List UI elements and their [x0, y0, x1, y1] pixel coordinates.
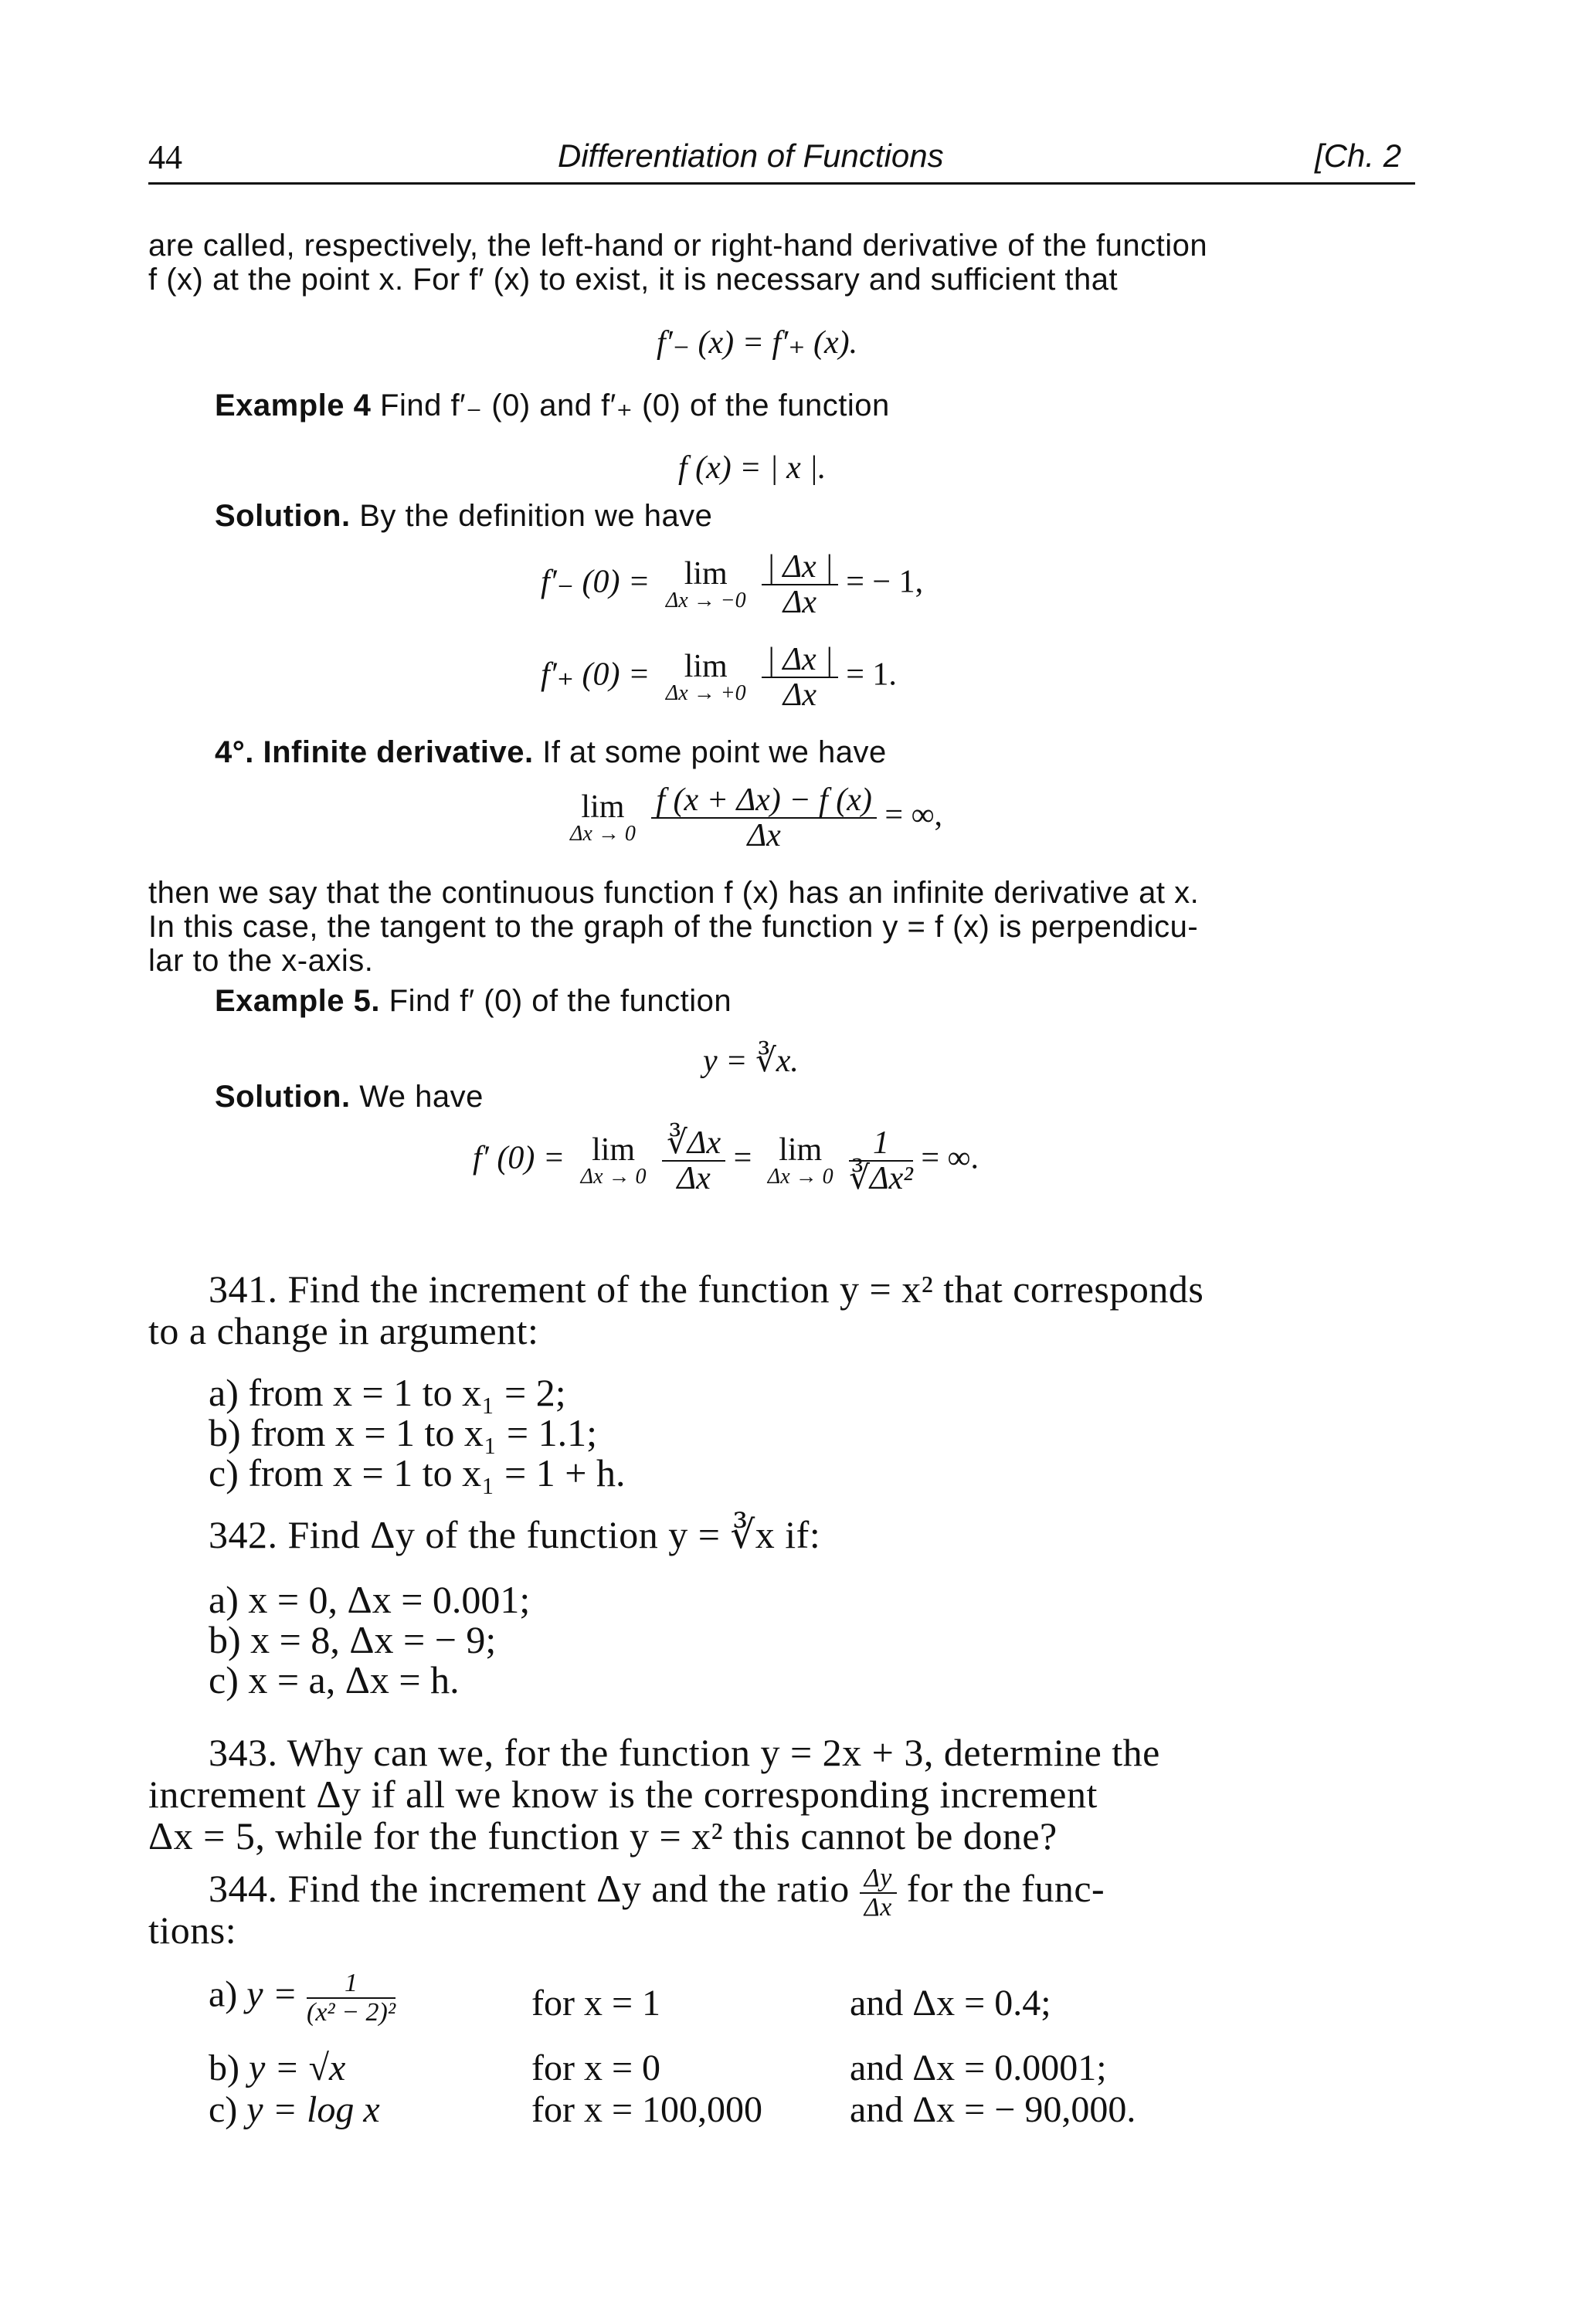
equation-result: = − 1, — [846, 564, 924, 600]
equation-result: = ∞, — [884, 797, 943, 833]
example-5 — [215, 984, 732, 1019]
fraction-numerator: ∛Δx — [662, 1126, 725, 1162]
equation-lhs: f′ (0) = — [473, 1140, 565, 1176]
problem-344-b-and: and Δx = 0.0001; — [850, 2047, 1107, 2088]
solution-text: We have — [359, 1080, 484, 1114]
section-heading: 4°. Infinite derivative. — [215, 735, 534, 769]
limit — [570, 791, 636, 845]
section-text: If at some point we have — [542, 735, 887, 769]
ratio-fraction — [860, 1864, 897, 1921]
item-function: y = √x — [248, 2047, 346, 2088]
problem-344-b — [209, 2047, 345, 2089]
example-5-text: Find f′ (0) of the function — [389, 984, 732, 1018]
problem-344-c-for: for x = 100,000 — [531, 2089, 763, 2130]
item-label: c) — [209, 2089, 238, 2130]
fraction-denominator: Δx — [783, 585, 817, 621]
problem-341-b: b) from x = 1 to x₁ = 1.1; — [209, 1411, 597, 1454]
left-derivative-equation — [541, 550, 923, 619]
limit — [666, 558, 746, 612]
example-5-function: y = ∛x. — [703, 1043, 799, 1079]
limit-subscript: Δx → 0 — [580, 1165, 647, 1189]
fraction-numerator: Δy — [860, 1864, 897, 1894]
example-5-label: Example 5. — [215, 984, 381, 1018]
right-derivative-equation — [541, 643, 897, 712]
fraction-numerator: | Δx | — [762, 643, 838, 678]
problem-341-a: a) from x = 1 to x₁ = 2; — [209, 1371, 566, 1414]
fraction — [762, 550, 838, 619]
fraction-numerator: | Δx | — [762, 550, 838, 585]
limit — [581, 1134, 647, 1188]
fraction-denominator: Δx — [677, 1161, 711, 1197]
example-4-text: Find f′₋ (0) and f′₊ (0) of the function — [380, 388, 890, 422]
fraction — [651, 783, 877, 853]
problem-344-c-and: and Δx = − 90,000. — [850, 2089, 1136, 2130]
fraction-denominator: ∛Δx² — [849, 1161, 913, 1197]
running-title: Differentiation of Functions — [558, 137, 944, 174]
intro-line-2: f (x) at the point x. For f′ (x) to exist, it is necessary and sufficient that — [148, 263, 1119, 297]
limit-subscript: Δx → −0 — [665, 589, 746, 613]
problem-342-a: a) x = 0, Δx = 0.001; — [209, 1578, 531, 1621]
fraction-denominator: (x² − 2)² — [307, 1997, 396, 2027]
problem-344-b-for: for x = 0 — [531, 2047, 661, 2088]
page-number: 44 — [148, 138, 182, 176]
problem-344-line-2: tions: — [148, 1908, 237, 1952]
solution-label: Solution. — [215, 499, 351, 533]
equation-result: = 1. — [846, 656, 897, 693]
fraction — [662, 1126, 725, 1196]
fraction-numerator: f (x + Δx) − f (x) — [651, 783, 877, 819]
infinite-derivative-limit — [562, 783, 942, 853]
solution-text: By the definition we have — [359, 499, 713, 533]
fraction-denominator: Δx — [747, 818, 781, 854]
equation-lhs: f′₋ (0) = — [541, 564, 650, 600]
limit-subscript: Δx → +0 — [665, 681, 746, 706]
item-lhs: y = — [246, 1973, 297, 2015]
problem-343-line-2: increment Δy if all we know is the corresponding increment — [148, 1773, 1098, 1816]
problem-341-c: c) from x = 1 to x₁ = 1 + h. — [209, 1451, 626, 1494]
limit — [666, 650, 746, 704]
problem-342-c: c) x = a, Δx = h. — [209, 1658, 460, 1701]
infinite-para-line-1: then we say that the continuous function f (x) has an infinite derivative at x. — [148, 876, 1200, 910]
problem-344-text: 344. Find the increment Δy and the ratio — [209, 1867, 850, 1911]
fraction-numerator: 1 — [307, 1969, 396, 1999]
problem-344-a — [209, 1969, 396, 2026]
problem-341-line-1: 341. Find the increment of the function y = x² that corresponds — [209, 1267, 1204, 1311]
limit-subscript: Δx → 0 — [767, 1165, 833, 1189]
limit-word: lim — [581, 789, 625, 826]
infinite-para-line-2: In this case, the tangent to the graph of the function y = f (x) is perpendicu- — [148, 910, 1199, 944]
fraction — [849, 1126, 913, 1196]
equals-sign: = — [733, 1140, 752, 1176]
item-fraction — [307, 1969, 396, 2026]
limit-word: lim — [684, 649, 728, 685]
equation-lhs: f′₊ (0) = — [541, 656, 650, 693]
problem-342-b: b) x = 8, Δx = − 9; — [209, 1618, 497, 1661]
problem-344-c — [209, 2088, 380, 2131]
problem-343-line-1: 343. Why can we, for the function y = 2x + 3, determine the — [209, 1731, 1160, 1774]
problem-344-a-and: and Δx = 0.4; — [850, 1983, 1051, 2024]
item-label: b) — [209, 2047, 239, 2088]
derivative-condition: f′₋ (x) = f′₊ (x). — [657, 325, 858, 361]
problem-341-line-2: to a change in argument: — [148, 1309, 539, 1352]
problem-343-line-3: Δx = 5, while for the function y = x² this cannot be done? — [148, 1814, 1057, 1858]
example-4-solution — [215, 499, 712, 534]
limit-word: lim — [684, 556, 728, 592]
item-label: a) — [209, 1973, 238, 2015]
limit-word: lim — [779, 1132, 823, 1169]
header-rule — [148, 182, 1415, 185]
problem-344-a-for: for x = 1 — [531, 1983, 661, 2024]
problem-344-text-end: for the func- — [906, 1867, 1105, 1911]
example-5-solution — [215, 1080, 484, 1115]
equation-result: = ∞. — [921, 1140, 979, 1176]
solution-label: Solution. — [215, 1080, 351, 1114]
limit-word: lim — [592, 1132, 636, 1169]
fraction-denominator: Δx — [864, 1892, 892, 1922]
example-4-label: Example 4 — [215, 388, 372, 422]
infinite-para-line-3: lar to the x-axis. — [148, 944, 374, 978]
example-4-function: f (x) = | x |. — [678, 450, 827, 486]
chapter-label: [Ch. 2 — [1315, 137, 1402, 174]
example-4 — [215, 388, 890, 423]
fraction-denominator: Δx — [783, 677, 817, 714]
problem-344-line-1 — [209, 1864, 1105, 1921]
example-5-equation — [473, 1126, 979, 1196]
limit-subscript: Δx → 0 — [570, 822, 636, 846]
limit — [768, 1134, 833, 1188]
infinite-derivative-heading — [215, 735, 887, 770]
fraction — [762, 643, 838, 712]
intro-line-1: are called, respectively, the left-hand or right-hand derivative of the function — [148, 229, 1208, 263]
item-function: y = log x — [246, 2089, 380, 2130]
fraction-numerator: 1 — [849, 1126, 913, 1162]
problem-342-line-1: 342. Find Δy of the function y = ∛x if: — [209, 1513, 821, 1556]
